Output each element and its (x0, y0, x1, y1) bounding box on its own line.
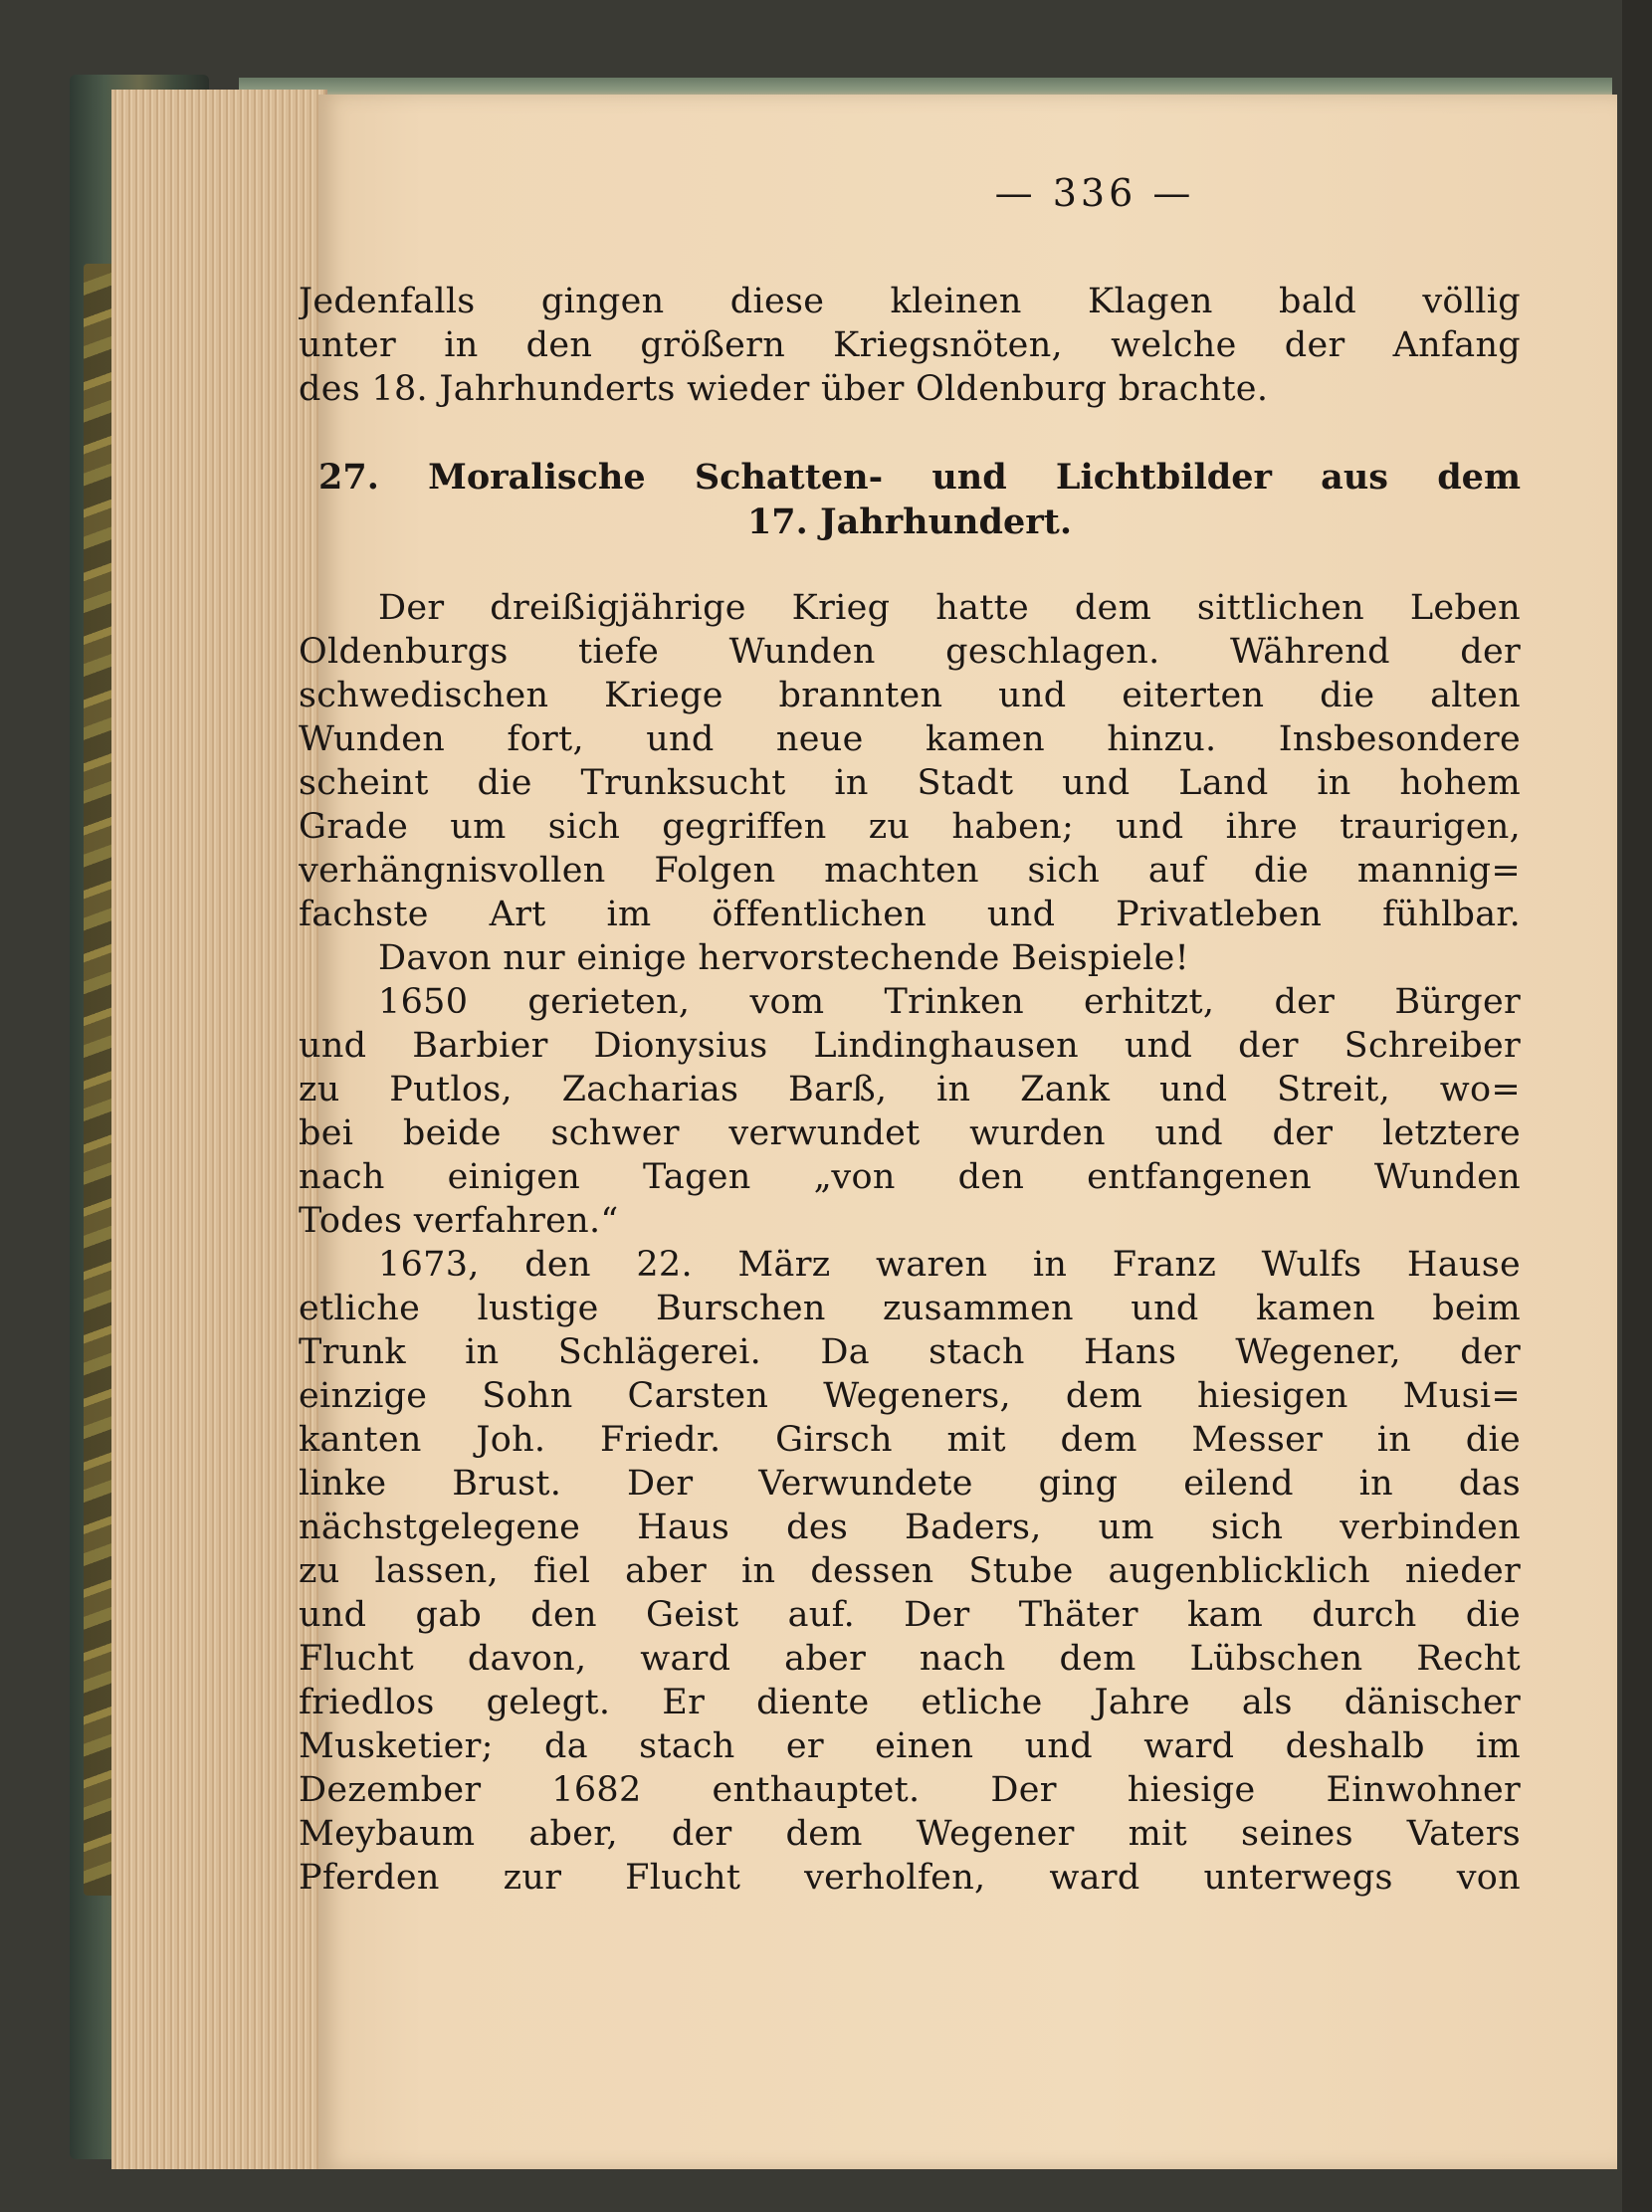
text-line: linke Brust. Der Verwundete ging eilend in das (299, 1464, 1521, 1504)
text-line: Jedenfalls gingen diese kleinen Klagen bald völlig (299, 282, 1521, 321)
text-line: scheint die Trunksucht in Stadt und Land in hohem (299, 763, 1521, 803)
page-edges-stack (111, 90, 327, 2169)
text-line: 1650 gerieten, vom Trinken erhitzt, der Bürger (378, 982, 1521, 1022)
text-line: und gab den Geist auf. Der Thäter kam durch die (299, 1595, 1521, 1635)
text-line: einzige Sohn Carsten Wegeners, dem hiesigen Musi= (299, 1376, 1521, 1416)
text-line: Oldenburgs tiefe Wunden geschlagen. Während der (299, 632, 1521, 672)
text-line: Flucht davon, ward aber nach dem Lübschen Recht (299, 1639, 1521, 1679)
text-line: zu lassen, fiel aber in dessen Stube augenblicklich nieder (299, 1551, 1521, 1591)
text-line: Grade um sich gegriffen zu haben; und ihre traurigen, (299, 807, 1521, 847)
text-line: und Barbier Dionysius Lindinghausen und der Schreiber (299, 1026, 1521, 1066)
text-line: bei beide schwer verwundet wurden und der letztere (299, 1113, 1521, 1153)
text-line: Wunden fort, und neue kamen hinzu. Insbesondere (299, 719, 1521, 759)
text-line: fachste Art im öffentlichen und Privatleben fühlbar. (299, 895, 1521, 934)
background-strip (1622, 0, 1652, 2212)
text-line: Musketier; da stach er einen und ward deshalb im (299, 1726, 1521, 1766)
text-line: nächstgelegene Haus des Baders, um sich verbinden (299, 1508, 1521, 1547)
text-line: friedlos gelegt. Er diente etliche Jahre als dänischer (299, 1683, 1521, 1722)
text-line: Davon nur einige hervorstechende Beispiele! (378, 938, 1189, 978)
text-line: Pferden zur Flucht verholfen, ward unterwegs von (299, 1858, 1521, 1898)
text-line: schwedischen Kriege brannten und eiterten die alten (299, 676, 1521, 715)
text-line: zu Putlos, Zacharias Barß, in Zank und Streit, wo= (299, 1070, 1521, 1109)
text-line: verhängnisvollen Folgen machten sich auf die mannig= (299, 851, 1521, 891)
text-line: Todes verfahren.“ (299, 1201, 619, 1241)
text-line: des 18. Jahrhunderts wieder über Oldenburg brachte. (299, 369, 1269, 409)
text-line: nach einigen Tagen „von den entfangenen Wunden (299, 1157, 1521, 1197)
text-line: Der dreißigjährige Krieg hatte dem sittlichen Leben (378, 588, 1521, 628)
text-line: Trunk in Schlägerei. Da stach Hans Wegener, der (299, 1332, 1521, 1372)
section-heading: 17. Jahrhundert. (746, 502, 1073, 542)
text-line: unter in den größern Kriegsnöten, welche der Anfang (299, 325, 1521, 365)
text-line: Dezember 1682 enthauptet. Der hiesige Einwohner (299, 1770, 1521, 1810)
text-line: Meybaum aber, der dem Wegener mit seines Vaters (299, 1814, 1521, 1854)
text-line: etliche lustige Burschen zusammen und kamen beim (299, 1289, 1521, 1328)
page-number: — 336 — (994, 171, 1195, 215)
text-line: kanten Joh. Friedr. Girsch mit dem Messer in die (299, 1420, 1521, 1460)
text-line: 1673, den 22. März waren in Franz Wulfs Hause (378, 1245, 1521, 1285)
section-heading: 27. Moralische Schatten- und Lichtbilder aus dem (318, 457, 1521, 498)
